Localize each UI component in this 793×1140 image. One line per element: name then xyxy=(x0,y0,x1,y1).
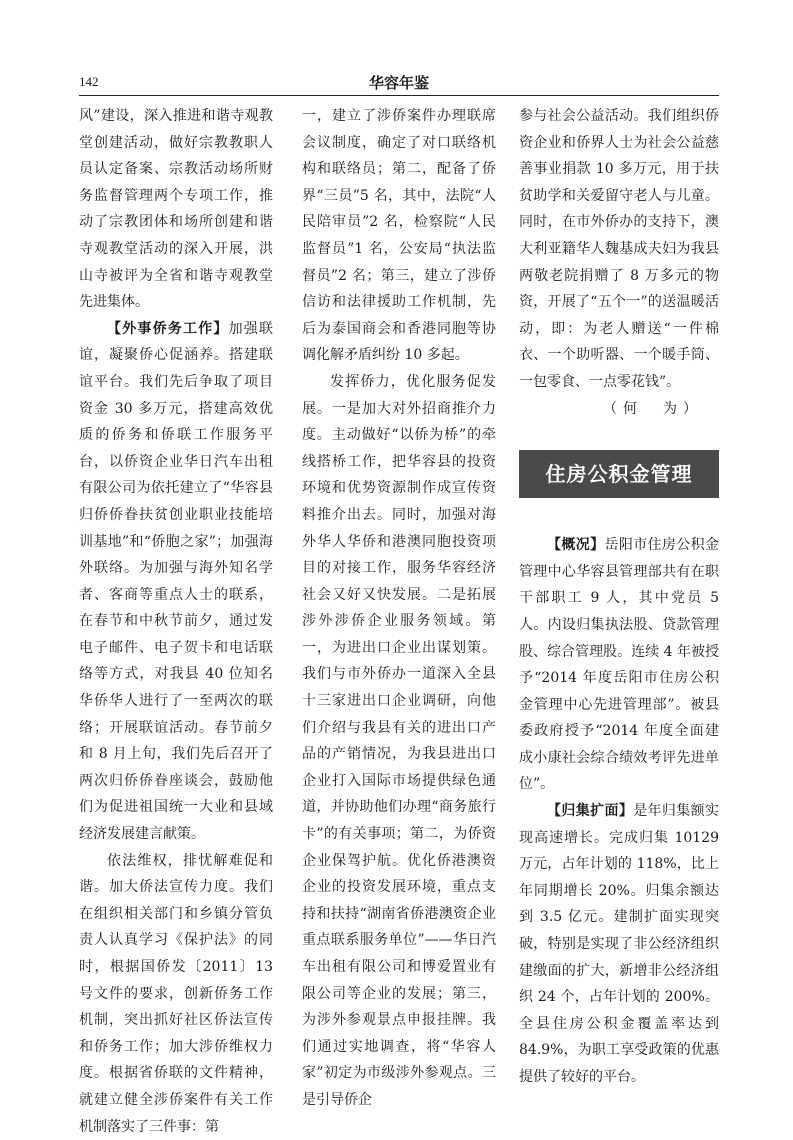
paragraph-foreign-affairs xyxy=(79,316,273,848)
section-tag-foreign-affairs: 【外事侨务工作】 xyxy=(107,320,229,337)
paragraph-religion-continued: 风”建设，深入推进和谐寺观教堂创建活动，做好宗教教职人员认定备案、宗教活动场所财务监督管理两个专项工作，推动了宗教团体和场所创建和谐寺观教堂活动的深入开展，洪山寺被评为全省和谐寺观教堂先进集体。 xyxy=(79,108,273,311)
section-heading-housing-fund: 住房公积金管理 xyxy=(519,450,719,498)
paragraph-overview xyxy=(519,532,719,798)
paragraph-text: 是年归集额实现高速增长。完成归集 10129 万元，占年计划的 118%，比上年同期增长 20%。归集余额达到 3.5 亿元。建制扩面实现突破，特别是实现了非公经济组织建缴面的扩大，新增非公经济组织 24 个，占年计划的 200%。全县住房公积金覆盖率达到 84.9%，为职工享受政策的优惠提供了较好的平台。 xyxy=(519,803,720,1085)
paragraph-service: 发挥侨力，优化服务促发展。一是加大对外招商推介力度。主动做好“以侨为桥”的牵线搭桥工作，把华容县的投资环境和优势资源制作成宣传资料推介出去。同时，加强对海外华人华侨和港澳同胞投资项目的对接工作，服务华容经济社会又好又快发展。二是拓展涉外涉侨企业服务领域。第一，为进出口企业出谋划策。我们与市外侨办一道深入全县十三家进出口企业调研，向他们介绍与我县有关的进出口产品的产销情况，为我县进出口企业打入国际市场提供绿色通道，并协助他们办理“商务旅行卡”的有关事项；第二，为侨资企业保驾护航。优化侨港澳资企业的投资发展环境，重点支持和扶持“湖南省侨港澳资企业重点联系服务单位”——华日汽车出租有限公司和博爱置业有限公司等企业的发展；第三，为涉外参观景点申报挂牌。我们通过实地调查，将“华容人家”初定为市级涉外参观点。三是引导侨企 xyxy=(302,373,496,1108)
page-header xyxy=(79,70,719,94)
header-rule xyxy=(79,95,719,96)
section-tag-collection: 【归集扩面】 xyxy=(547,803,634,820)
paragraph-collection xyxy=(519,798,719,1091)
section-tag-overview: 【概况】 xyxy=(547,537,605,554)
column-3 xyxy=(519,103,719,1091)
page-number: 142 xyxy=(79,74,99,89)
book-title: 华容年鉴 xyxy=(368,74,429,92)
paragraph-text: 岳阳市住房公积金管理中心华容县管理部共有在职干部职工 9 人，其中党员 5 人。内设归集执法股、贷款管理股、综合管理股。连续 4 年被授予“2014 年度岳阳市住房公积金管理中心先进管理部”。被县委政府授予“2014 年度全面建成小康社会综合绩效考评先进单位”。 xyxy=(519,537,720,793)
column-2 xyxy=(302,103,496,1114)
author-credit: （何 为） xyxy=(603,400,703,417)
column-1 xyxy=(79,103,273,1140)
paragraph-text: 加强联谊，凝聚侨心促涵养。搭建联谊平台。我们先后争取了项目资金 30 多万元，搭建高效优质的侨务和侨联工作服务平台，以侨资企业华日汽车出租有限公司为依托建立了“华容县归侨侨眷扶贫创业职业技能培训基地”和“侨胞之家”；加强海外联络。为加强与海外知名学者、客商等重点人士的联系，在春节和中秋节前夕，通过发电子邮件、电子贺卡和电话联络等方式，对我县 40 位知名华侨华人进行了一至两次的联络；开展联谊活动。春节前夕和 8 月上旬，我们先后召开了两次归侨侨眷座谈会，鼓励他们为促进祖国统一大业和县域经济发展建言献策。 xyxy=(79,320,274,843)
paragraph-service-continued: 参与社会公益活动。我们组织侨资企业和侨界人士为社会公益慈善事业捐款 10 多万元，用于扶贫助学和关爱留守老人与儿童。同时，在市外侨办的支持下，澳大利亚籍华人魏基成夫妇为我县两敬老院捐赠了 8 万多元的物资，开展了“五个一”的送温暖活动，即：为老人赠送“一件棉衣、一个助听器、一个暖手筒、一包零食、一点零花钱”。 xyxy=(519,108,719,390)
paragraph-legal-rights: 依法维权，排忧解难促和谐。加大侨法宣传力度。我们在组织相关部门和乡镇分管负责人认真学习《保护法》的同时，根据国侨发〔2011〕13 号文件的要求，创新侨务工作机制，突出抓好社区侨法宣传和侨务工作；加大涉侨维权力度。根据省侨联的文件精神，就建立健全涉侨案件有关工作机制落实了三件事：第 xyxy=(79,852,273,1135)
paragraph-legal-rights-continued: 一，建立了涉侨案件办理联席会议制度，确定了对口联络机构和联络员；第二，配备了侨界“三员”5 名，其中，法院“人民陪审员”2 名，检察院“人民监督员”1 名，公安局“执法监督员”2 名；第三，建立了涉侨信访和法律援助工作机制，先后为泰国商会和香港同胞等协调化解矛盾纠纷 10 多起。 xyxy=(302,108,496,364)
